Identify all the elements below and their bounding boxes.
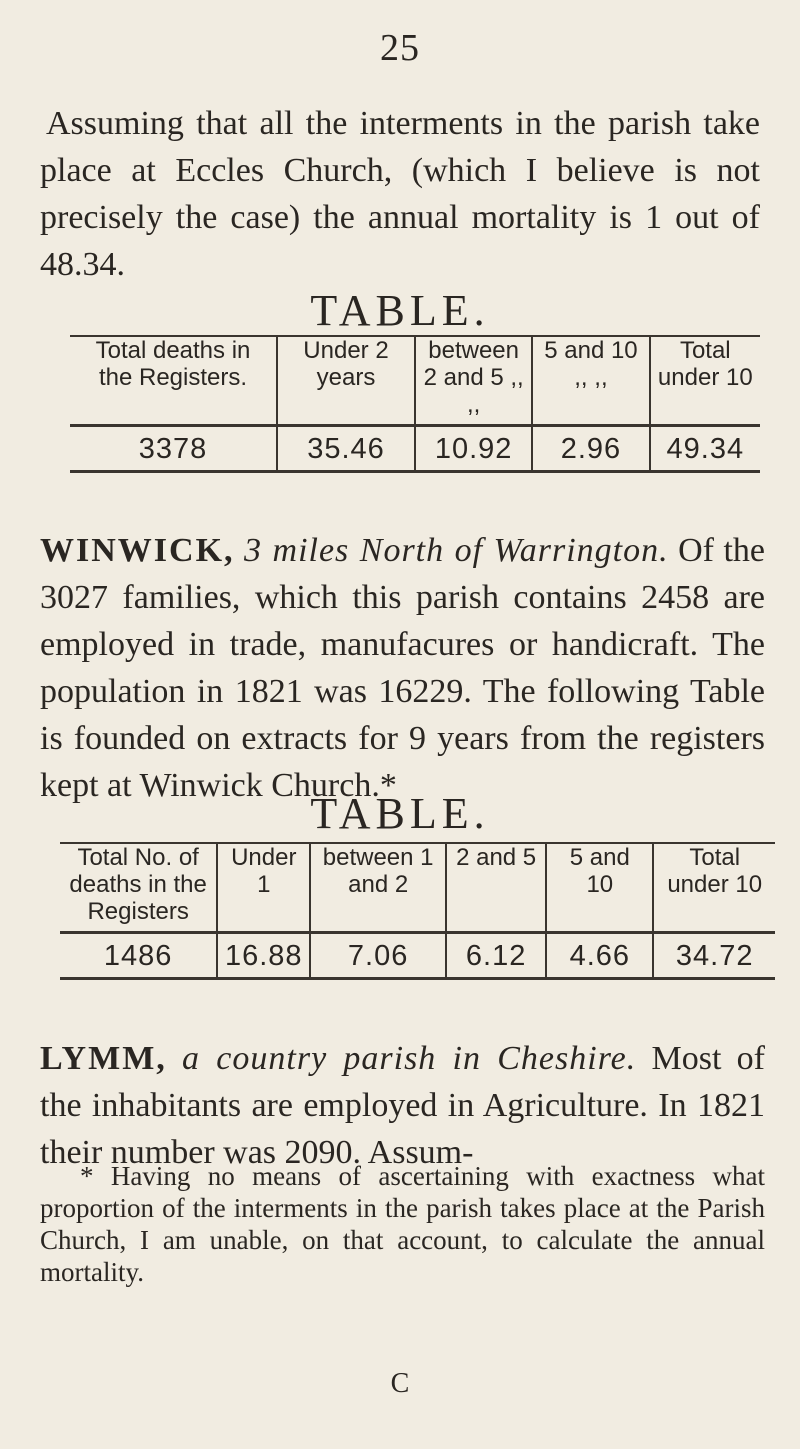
- table1: [70, 335, 760, 473]
- lymm-text: Most of the inhabitants are employed in Agriculture. In 1821 their number was 2090. Assum-: [40, 1040, 765, 1171]
- lymm-paragraph: [40, 1035, 765, 1176]
- table2-cell: 16.88: [217, 933, 310, 979]
- table-row: [60, 933, 775, 979]
- table2-cell: 34.72: [653, 933, 775, 979]
- table1-cell: 49.34: [650, 426, 760, 472]
- table2-header-row: [60, 843, 775, 933]
- table1-header: between 2 and 5 ,, ,,: [415, 336, 532, 426]
- table2-cell: 7.06: [310, 933, 446, 979]
- table2-title: TABLE.: [310, 789, 490, 838]
- table1-cell: 3378: [138, 433, 208, 465]
- table1-header: Under 2 years: [277, 336, 415, 426]
- table2-header: 2 and 5: [446, 843, 546, 933]
- table1-header: Total deaths in the Registers.: [95, 337, 251, 391]
- table1-header: Total under 10: [650, 336, 760, 426]
- table2-header: Under 1: [217, 843, 310, 933]
- table1-cell: 35.46: [277, 426, 415, 472]
- table2-cell: 1486: [103, 940, 173, 972]
- table-row: [70, 426, 760, 472]
- table1-header-row: [70, 336, 760, 426]
- table1-cell: 2.96: [532, 426, 649, 472]
- table2-cell: 6.12: [446, 933, 546, 979]
- winwick-location: 3 miles North of Warrington.: [244, 532, 669, 569]
- table2-cell: 4.66: [546, 933, 653, 979]
- page-number: 25: [380, 27, 420, 69]
- signature-mark: C: [390, 1368, 410, 1399]
- table2-header: 5 and 10: [546, 843, 653, 933]
- lymm-place-name: LYMM,: [40, 1040, 167, 1077]
- table1-title: TABLE.: [310, 286, 490, 335]
- winwick-paragraph: [40, 527, 765, 809]
- table2-header: between 1 and 2: [310, 843, 446, 933]
- intro-paragraph: Assuming that all the interments in the parish take place at Eccles Church, (which I believe is not precisely the case) the annual mortality is 1 out of 48.34.: [40, 105, 760, 283]
- lymm-location: a country parish in Cheshire.: [182, 1040, 637, 1077]
- winwick-place-name: WINWICK,: [40, 532, 235, 569]
- footnote: * Having no means of ascertaining with exactness what proportion of the interments in the parish takes place at the Parish Church, I am unable, on that account, to calculate the annual mortality.: [40, 1161, 765, 1287]
- table2-header: Total No. of deaths in the Registers: [69, 844, 207, 925]
- table2: [60, 842, 775, 980]
- winwick-text: Of the 3027 families, which this parish contains 2458 are employed in trade, manufacures or handicraft. The population in 1821 was 16229. The following Table is founded on extracts for 9 years from the registers kept at Winwick Church.*: [40, 532, 766, 804]
- table1-cell: 10.92: [415, 426, 532, 472]
- table2-header: Total under 10: [653, 843, 775, 933]
- table1-header: 5 and 10 ,, ,,: [532, 336, 649, 426]
